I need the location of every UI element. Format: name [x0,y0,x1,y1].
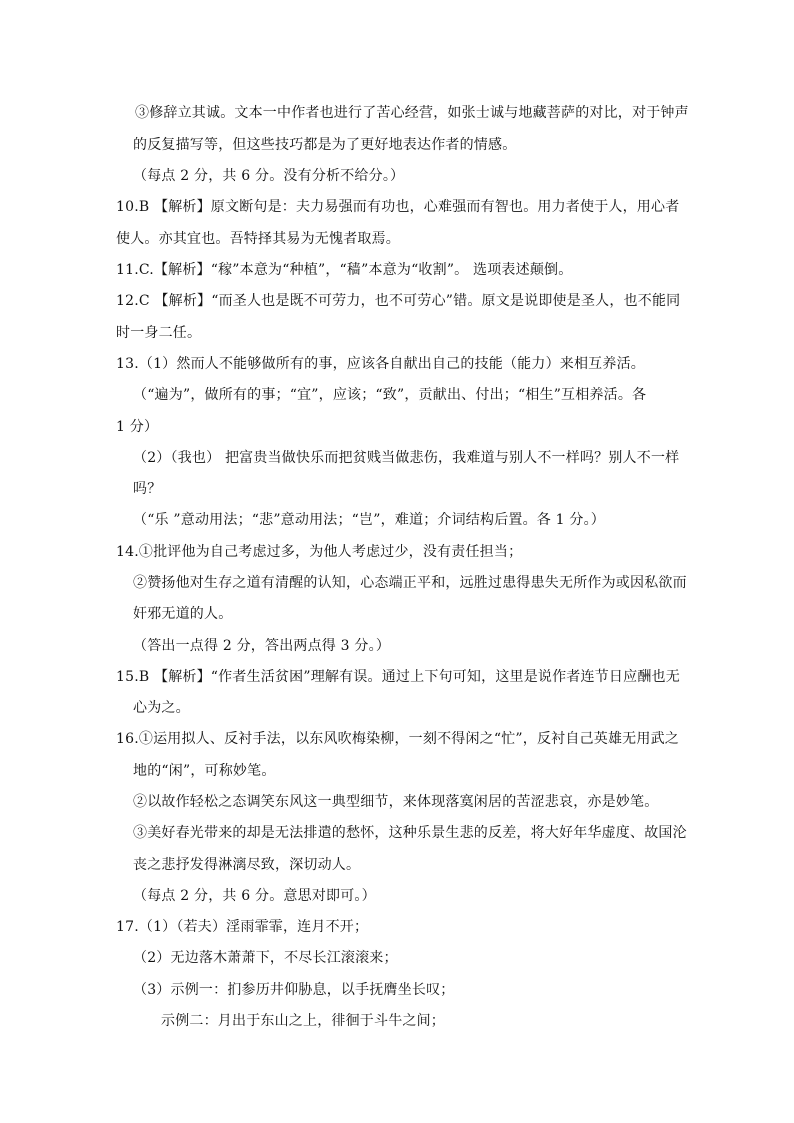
text-line: ②以故作轻松之态调笑东风这一典型细节，来体现落寞闲居的苦涩悲哀，亦是妙笔。 [133,794,659,810]
text-line: 13.（1）然而人不能够做所有的事，应该各自献出自己的技能（能力）来相互养活。 [116,356,645,372]
text-line: ③修辞立其诚。文本一中作者也进行了苦心经营，如张士诚与地藏菩萨的对比，对于钟声 [135,105,689,121]
text-line: 15.B 【解析】“作者生活贫困”理解有误。通过上下句可知，这里是说作者连节日应酬也无 [116,669,680,685]
text-line: （3）示例一：扪参历井仰胁息，以手抚膺坐长叹； [133,982,455,998]
text-line: 16.①运用拟人、反衬手法，以东风吹梅染柳，一刻不得闲之“忙”，反衬自己英雄无用武之 [116,731,679,747]
text-line: 17.（1）（若夫）淫雨霏霏，连月不开； [116,919,369,935]
text-line: 吗？ [133,481,162,497]
text-line: （每点 2 分，共 6 分。意思对即可。） [133,888,376,904]
text-line: 11.C.【解析】“稼”本意为“种植”，“穑”本意为“收割”。 选项表述颠倒。 [116,262,573,278]
text-line: 心为之。 [133,700,190,716]
text-line: 示例二：月出于东山之上，徘徊于斗牛之间； [161,1013,445,1029]
text-line: （“乐 ”意动用法；“悲”意动用法；“岂”，难道；介词结构后置。各 1 分。） [133,512,605,528]
text-line: 12.C 【解析】“而圣人也是既不可劳力，也不可劳心”错。原文是说即使是圣人，也不能同 [116,293,681,309]
text-line: 奸邪无道的人。 [133,606,233,622]
text-line: （答出一点得 2 分，答出两点得 3 分。） [133,638,391,654]
text-line: （2）无边落木萧萧下，不尽长江滚滚来； [133,950,398,966]
text-line: 地的“闲”，可称妙笔。 [133,763,276,779]
text-line: 14.①批评他为自己考虑过多，为他人考虑过少，没有责任担当； [116,544,523,560]
text-line: 1 分） [116,419,159,435]
text-line: （每点 2 分，共 6 分。没有分析不给分。） [133,168,405,184]
text-line: （“遍为”，做所有的事；“宜”，应该；“致”，贡献出、付出；“相生”互相养活。各 [133,387,647,403]
text-line: 时一身二任。 [116,325,202,341]
text-line: 10.B 【解析】原文断句是：夫力易强而有功也，心难强而有智也。用力者使于人，用心者 [116,199,680,215]
text-line: ②赞扬他对生存之道有清醒的认知，心态端正平和，远胜过患得患失无所作为或因私欲而 [133,575,687,591]
text-line: （2）（我也） 把富贵当做快乐而把贫贱当做悲伤，我难道与别人不一样吗？别人不一样 [133,450,680,466]
text-line: 的反复描写等，但这些技巧都是为了更好地表达作者的情感。 [133,137,517,153]
text-line: ③美好春光带来的却是无法排遣的愁怀，这种乐景生悲的反差，将大好年华虚度、故国沦 [133,825,687,841]
text-line: 使人。亦其宜也。吾特择其易为无愧者取焉。 [116,231,400,247]
text-line: 丧之悲抒发得淋漓尽致，深切动人。 [133,857,361,873]
